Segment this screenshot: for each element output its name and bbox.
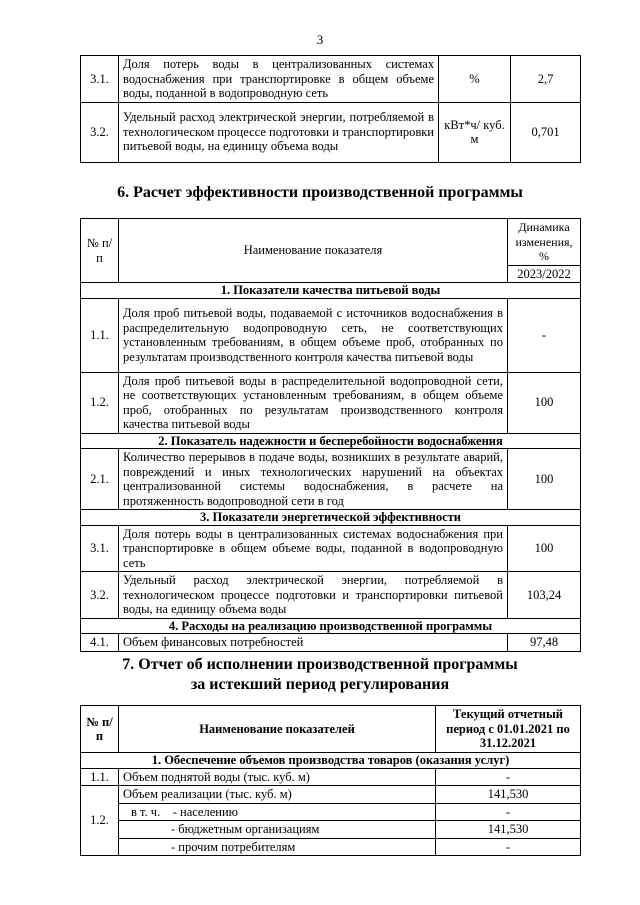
row-number: 3.1.: [81, 525, 119, 572]
table-row: [81, 56, 581, 103]
header-num: № п/п: [81, 706, 119, 753]
header-name: Наименование показателей: [119, 706, 436, 753]
row-number: 3.1.: [81, 56, 119, 103]
indicator-name: Объем финансовых потребностей: [119, 634, 508, 652]
header-period: Текущий отчетный период с 01.01.2021 по 31.12.2021: [436, 706, 581, 753]
section-7-title-line2: за истекший период регулирования: [190, 676, 450, 693]
value: 100: [508, 449, 581, 510]
indicator-name: в т. ч. - населению: [119, 803, 436, 821]
table-row: [81, 786, 581, 804]
header-period: 2023/2022: [508, 265, 581, 283]
indicator-name: Объем реализации (тыс. куб. м): [119, 786, 436, 804]
value: 2,7: [511, 56, 581, 103]
unit: %: [439, 56, 511, 103]
value: -: [436, 838, 581, 856]
header-dynamics: Динамика изменения, %: [508, 219, 581, 266]
indicator-name: Доля потерь воды в централизованных системах водоснабжения при транспортировке в общем объеме воды, поданной в водопроводную сеть: [119, 525, 508, 572]
table-row: [81, 102, 581, 162]
section-6-title: 6. Расчет эффективности производственной программы: [117, 184, 523, 201]
value: -: [436, 768, 581, 786]
indicator-name: - прочим потребителям: [119, 838, 436, 856]
unit: кВт*ч/ куб. м: [439, 102, 511, 162]
value: -: [508, 298, 581, 372]
row-number: 3.2.: [81, 572, 119, 619]
group-title: 4. Расходы на реализацию производственной программы: [81, 618, 581, 634]
indicator-name: Доля потерь воды в централизованных системах водоснабжения при транспортировке в общем объеме воды, поданной в водопроводную сеть: [119, 56, 439, 103]
indicator-name: Доля проб питьевой воды в распределительной водопроводной сети, не соответствующих установленным требованиям, в общем объеме проб, отобранных по результатам производственного контроля качества питьевой воды: [119, 372, 508, 433]
table-row: [81, 372, 581, 433]
value: 103,24: [508, 572, 581, 619]
value: 141,530: [436, 821, 581, 839]
section-7-title-line1: 7. Отчет об исполнении производственной программы: [122, 656, 518, 673]
table-row: [81, 838, 581, 856]
page-number: 3: [316, 32, 324, 47]
row-number: 1.2.: [81, 372, 119, 433]
table-row: [81, 821, 581, 839]
table-row: [81, 572, 581, 619]
header-num: № п/п: [81, 219, 119, 283]
row-number: 4.1.: [81, 634, 119, 652]
indicator-name: Объем поднятой воды (тыс. куб. м): [119, 768, 436, 786]
table-row: [81, 298, 581, 372]
table-row: [81, 634, 581, 652]
group-title: 1. Обеспечение объемов производства товаров (оказания услуг): [81, 753, 581, 769]
row-number: 2.1.: [81, 449, 119, 510]
table-row: [81, 803, 581, 821]
header-name: Наименование показателя: [119, 219, 508, 283]
value: 141,530: [436, 786, 581, 804]
indicator-name: - бюджетным организациям: [119, 821, 436, 839]
row-number: 1.2.: [81, 786, 119, 856]
row-number: 3.2.: [81, 102, 119, 162]
value: 100: [508, 525, 581, 572]
value: 100: [508, 372, 581, 433]
row-number: 1.1.: [81, 768, 119, 786]
table-row: [81, 525, 581, 572]
report-table: [80, 705, 581, 856]
group-title: 3. Показатели энергетической эффективности: [81, 510, 581, 526]
efficiency-table: [80, 218, 581, 652]
group-title: 1. Показатели качества питьевой воды: [81, 283, 581, 299]
indicator-name: Доля проб питьевой воды, подаваемой с источников водоснабжения в распределительную водопроводную сеть, не соответствующих установленным требованиям, в общем объеме проб, отобранных по результатам производственного контроля качества питьевой воды: [119, 298, 508, 372]
value: 0,701: [511, 102, 581, 162]
value: -: [436, 803, 581, 821]
top-table: [80, 55, 581, 163]
indicator-name: Удельный расход электрической энергии, потребляемой в технологическом процессе подготовки и транспортировки питьевой воды, на единицу объема воды: [119, 102, 439, 162]
value: 97,48: [508, 634, 581, 652]
indicator-name: Удельный расход электрической энергии, потребляемой в технологическом процессе подготовки и транспортировки питьевой воды, на единицу объема воды: [119, 572, 508, 619]
table-row: [81, 768, 581, 786]
table-row: [81, 449, 581, 510]
row-number: 1.1.: [81, 298, 119, 372]
group-title: 2. Показатель надежности и бесперебойности водоснабжения: [81, 433, 581, 449]
indicator-name: Количество перерывов в подаче воды, возникших в результате аварий, повреждений и иных технологических нарушений на объектах централизованной системы водоснабжения, в расчете на протяженность водопроводной сети в год: [119, 449, 508, 510]
